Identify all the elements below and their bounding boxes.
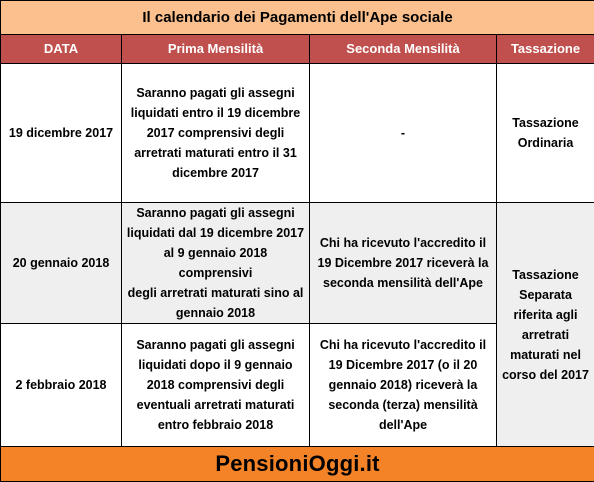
tassazione-separata-cell bbox=[497, 203, 594, 447]
seconda-mensilita-cell bbox=[310, 203, 497, 324]
header-row bbox=[1, 35, 594, 64]
prima-mensilita-cell bbox=[122, 324, 310, 447]
title-row bbox=[1, 1, 594, 35]
seconda-mensilita-text: Chi ha ricevuto l'accredito il 19 Dicembre 2017 (o il 20 gennaio 2018) riceverà la seconda (terza) mensilità dell'Ape bbox=[314, 335, 492, 435]
table-row bbox=[1, 64, 594, 203]
column-header-prima-mensilita: Prima Mensilità bbox=[122, 35, 310, 64]
column-header-seconda-mensilita: Seconda Mensilità bbox=[310, 35, 497, 64]
prima-mensilita-text: Saranno pagati gli assegni liquidati dal 19 dicembre 2017 al 9 gennaio 2018 comprensivi degli arretrati maturati sino al gennaio 2018 bbox=[126, 203, 305, 323]
tassazione-separata-text: Tassazione Separata riferita agli arretrati maturati nel corso del 2017 bbox=[501, 265, 590, 385]
footer-row bbox=[1, 447, 594, 482]
date-text: 2 febbraio 2018 bbox=[5, 375, 117, 395]
date-cell bbox=[1, 324, 122, 447]
footer-brand: PensioniOggi.it bbox=[1, 447, 594, 482]
date-cell bbox=[1, 64, 122, 203]
column-header-tassazione: Tassazione bbox=[497, 35, 594, 64]
seconda-mensilita-text: Chi ha ricevuto l'accredito il 19 Dicembre 2017 riceverà la seconda mensilità dell'Ape bbox=[314, 233, 492, 293]
prima-mensilita-text: Saranno pagati gli assegni liquidati dopo il 9 gennaio 2018 comprensivi degli eventuali arretrati maturati entro febbraio 2018 bbox=[126, 335, 305, 435]
prima-mensilita-cell bbox=[122, 64, 310, 203]
column-header-data: DATA bbox=[1, 35, 122, 64]
tassazione-ordinaria-text: Tassazione Ordinaria bbox=[501, 113, 590, 153]
prima-mensilita-text: Saranno pagati gli assegni liquidati entro il 19 dicembre 2017 comprensivi degli arretrati maturati entro il 31 dicembre 2017 bbox=[126, 83, 305, 183]
seconda-mensilita-cell bbox=[310, 64, 497, 203]
seconda-mensilita-cell bbox=[310, 324, 497, 447]
date-text: 20 gennaio 2018 bbox=[5, 253, 117, 273]
date-text: 19 dicembre 2017 bbox=[5, 123, 117, 143]
seconda-mensilita-text: - bbox=[314, 123, 492, 143]
tassazione-cell bbox=[497, 64, 594, 203]
date-cell bbox=[1, 203, 122, 324]
prima-mensilita-cell bbox=[122, 203, 310, 324]
table-row bbox=[1, 203, 594, 324]
table-title: Il calendario dei Pagamenti dell'Ape sociale bbox=[1, 1, 594, 35]
